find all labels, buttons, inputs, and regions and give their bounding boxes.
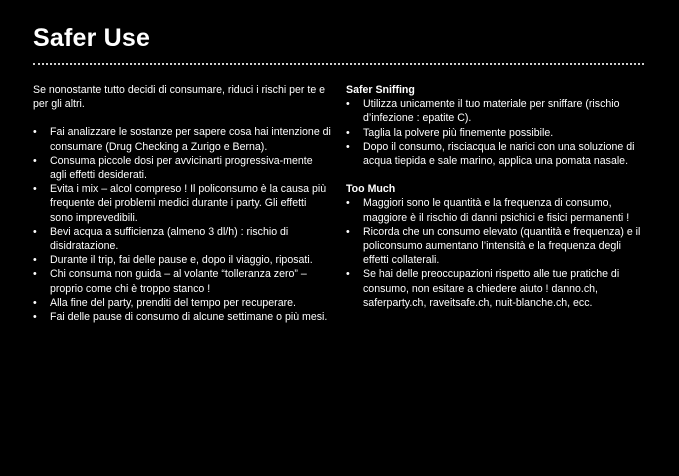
safer-sniffing-section (346, 83, 646, 168)
bullet-icon: • (33, 311, 37, 324)
list-item (33, 182, 331, 225)
list-item-text: Chi consuma non guida – al volante “tolleranza zero” – proprio come chi è troppo stanco ! (50, 268, 307, 295)
list-item (33, 267, 331, 295)
too-much-section (346, 182, 646, 310)
bullet-icon: • (33, 296, 37, 309)
list-item-text: Ricorda che un consumo elevato (quantità e frequenza) e il policonsumo aumentano l’intensità e la frequenza degli effetti collaterali. (363, 225, 641, 267)
list-item-text: Maggiori sono le quantità e la frequenza di consumo, maggiore è il rischio di danni psichici e fisici permanenti ! (363, 197, 630, 224)
list-item (33, 296, 331, 310)
bullet-icon: • (33, 225, 37, 238)
list-item (33, 253, 331, 267)
list-item-text: Consuma piccole dosi per avvicinarti progressiva-mente agli effetti desiderati. (50, 154, 313, 182)
safer-sniffing-list (346, 97, 646, 168)
bullet-icon: • (33, 268, 37, 281)
list-item (346, 196, 646, 224)
list-item-text: Bevi acqua a sufficienza (almeno 3 dl/h) : rischio di disidratazione. (50, 225, 289, 253)
list-item-text: Taglia la polvere più finemente possibile. (363, 126, 554, 139)
safer-use-tips-list (33, 125, 331, 324)
bullet-icon: • (346, 126, 350, 139)
bullet-icon: • (33, 126, 37, 139)
intro-paragraph: Se nonostante tutto decidi di consumare, riduci i rischi per te e per gli altri. (33, 84, 326, 111)
list-item (33, 225, 331, 253)
list-item (346, 126, 646, 140)
list-item-text: Durante il trip, fai delle pause e, dopo il viaggio, riposati. (50, 254, 313, 267)
list-item (346, 140, 646, 168)
list-item (33, 125, 331, 153)
list-item (346, 225, 646, 268)
section-heading: Safer Sniffing (346, 84, 415, 96)
dotted-divider (33, 63, 644, 65)
bullet-icon: • (346, 98, 350, 111)
list-item (346, 267, 646, 310)
bullet-icon: • (346, 140, 350, 153)
list-item-text: Alla fine del party, prenditi del tempo per recuperare. (50, 296, 296, 309)
bullet-icon: • (346, 268, 350, 281)
list-item-text: Se hai delle preoccupazioni rispetto alle tue pratiche di consumo, non esitare a chiedere aiuto ! danno.ch, saferparty.ch, raveitsafe.ch, nuit-blanche.ch, ecc. (363, 268, 620, 309)
bullet-icon: • (33, 183, 37, 196)
list-item-text: Fai delle pause di consumo di alcune settimane o più mesi. (50, 311, 328, 324)
bullet-icon: • (346, 225, 350, 238)
list-item-text: Dopo il consumo, risciacqua le narici con una soluzione di acqua tiepida e sale marino, applica una pomata nasale. (363, 140, 635, 168)
list-item (33, 154, 331, 182)
right-column (346, 83, 646, 310)
list-item (346, 97, 646, 125)
section-heading: Too Much (346, 183, 396, 196)
list-item-text: Fai analizzare le sostanze per sapere cosa hai intenzione di consumare (Drug Checking a Zurigo e Berna). (50, 126, 331, 153)
page-title: Safer Use (33, 24, 151, 52)
left-column (33, 83, 331, 324)
bullet-icon: • (33, 154, 37, 167)
too-much-list (346, 196, 646, 310)
list-item-text: Utilizza unicamente il tuo materiale per sniffare (rischio d’infezione : epatite C). (363, 98, 620, 125)
list-item-text: Evita i mix – alcol compreso ! Il policonsumo è la causa più frequente dei problemi medici durante i party. Gli effetti sono imprevedibili. (50, 183, 327, 224)
bullet-icon: • (33, 254, 37, 267)
list-item (33, 310, 331, 324)
bullet-icon: • (346, 197, 350, 210)
